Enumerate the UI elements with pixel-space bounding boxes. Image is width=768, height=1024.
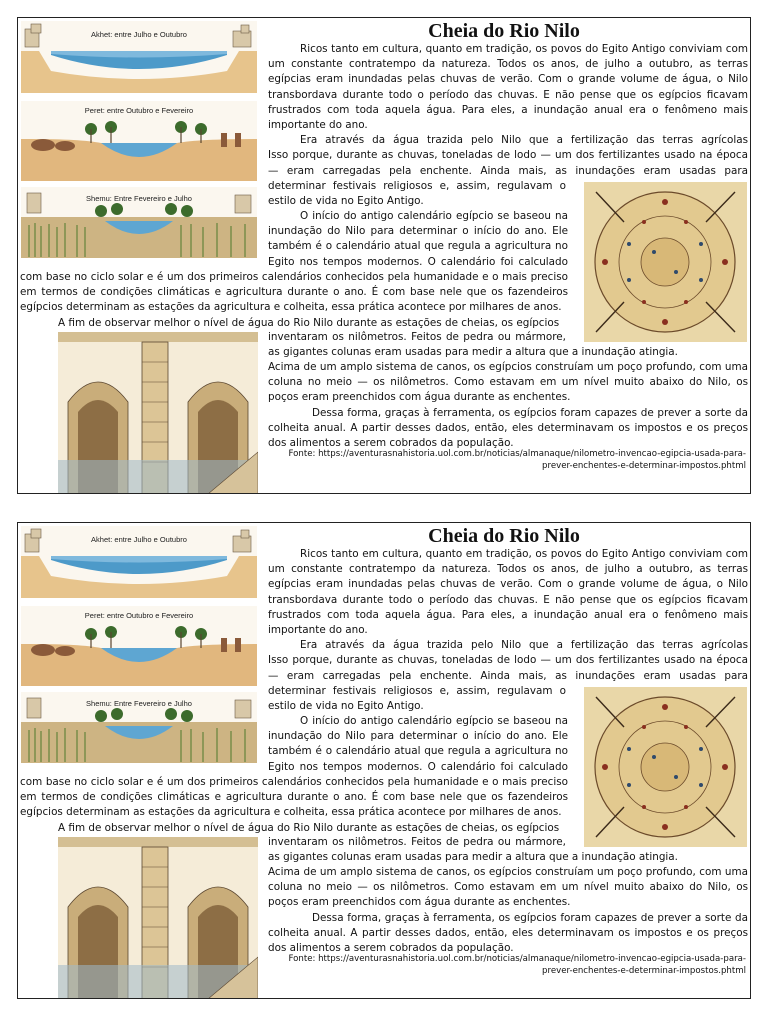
season-label-shemu: Shemu: Entre Fevereiro e Julho (86, 194, 192, 203)
text-line: com base no ciclo solar e é um dos primeiros calendários conhecidos pela humanidade e o mais preciso (20, 776, 568, 788)
text-line: Egito nos tempos modernos. O calendário foi calculado (268, 255, 568, 268)
paragraph-calendar-cont (20, 775, 568, 836)
text-line: Ricos tanto em cultura, quanto em tradição, os povos do Egito Antigo conviviam com (300, 548, 748, 560)
text-line: Dessa forma, graças à ferramenta, os egípcios foram capazes de prever a sorte da (312, 406, 748, 419)
text-line: inventaram os nilômetros. Feitos de pedra ou mármore, (268, 836, 566, 848)
nilometer-illustration (58, 332, 258, 494)
text-line: A fim de observar melhor o nível de água do Rio Nilo durante as estações de cheias, os egípcios (58, 316, 560, 329)
text-line: Dessa forma, graças à ferramenta, os egípcios foram capazes de prever a sorte da (312, 911, 748, 924)
source-line[interactable]: prever-enchentes-e-determinar-impostos.phtml (542, 461, 746, 471)
season-label-peret: Peret: entre Outubro e Fevereiro (84, 106, 194, 115)
text-line: Era através da água trazida pelo Nilo que a fertilização das terras agrícolas (300, 134, 748, 147)
article-title: Cheia do Rio Nilo (428, 525, 580, 547)
text-line: O início do antigo calendário egípcio se baseou na (300, 715, 568, 727)
text-line: Acima de um amplo sistema de canos, os egípcios construíam um poço profundo, com uma (268, 866, 748, 878)
text-line: egípcias eram inundadas pelas chuvas de verão. Com o grande volume de água, o Nilo (268, 73, 748, 86)
text-line: determinar festivais religiosos e, assim, regulavam o (268, 684, 566, 697)
text-line: coluna no meio — os nilômetros. Como estavam em um nível muito abaixo do Nilo, os (268, 881, 748, 894)
text-line: frustrados com toda aquela água. Para eles, a inundação anual era o fenômeno mais (268, 608, 748, 621)
text-line: Ricos tanto em cultura, quanto em tradição, os povos do Egito Antigo conviviam com (300, 43, 748, 55)
source-citation (266, 953, 746, 977)
text-line: determinar festivais religiosos e, assim, regulavam o (268, 179, 566, 192)
text-line: Isso porque, durante as chuvas, toneladas de lodo — um dos fertilizantes usado na época (268, 149, 748, 162)
text-line: importante do ano. (268, 623, 368, 636)
text-line: egípcios determinam as estações da agricultura e colheita, essa prática acontece por milhares de anos. (20, 806, 562, 819)
text-line: coluna no meio — os nilômetros. Como estavam em um nível muito abaixo do Nilo, os (268, 376, 748, 389)
text-line: inundação do Nilo para determinar o início do ano. Ele (268, 730, 568, 743)
text-line: estilo de vida no Egito Antigo. (268, 194, 424, 207)
text-line: colheita anual. A partir desses dados, então, eles determinavam os impostos e os preços (268, 926, 748, 939)
text-line: dos alimentos a serem cobrados da população. (268, 436, 514, 449)
egyptian-calendar-image (584, 182, 747, 342)
nilometer-illustration (58, 837, 258, 999)
source-line[interactable]: Fonte: https://aventurasnahistoria.uol.com.br/noticias/almanaque/nilometro-invencao-egipcia-usada-para- (288, 954, 746, 964)
egyptian-calendar-image (584, 687, 747, 847)
text-line: em termos de condições climáticas e agricultura durante o ano. É com base nele que os fazendeiros (20, 286, 568, 299)
paragraph-calendar (268, 209, 568, 270)
paragraph-calendar-cont (20, 270, 568, 331)
text-line: — eram carregadas pela enchente. Ainda mais, as inundações eram usadas para (268, 669, 748, 682)
seasons-illustration (21, 526, 257, 763)
season-label-peret: Peret: entre Outubro e Fevereiro (84, 611, 194, 620)
article-card-1 (17, 17, 751, 494)
season-label-akhet: Akhet: entre Julho e Outubro (91, 535, 187, 544)
article-title: Cheia do Rio Nilo (428, 20, 580, 42)
text-line: Egito nos tempos modernos. O calendário foi calculado (268, 760, 568, 773)
text-line: transbordava durante todo o período das chuvas. E não pense que os egípcios ficavam (268, 88, 748, 101)
text-line: também é o calendário atual que regula a agricultura no (268, 745, 568, 758)
text-line: egípcios determinam as estações da agricultura e colheita, essa prática acontece por milhares de anos. (20, 301, 562, 314)
paragraph-nilometer (268, 330, 678, 360)
text-line: as gigantes colunas eram usadas para medir a altura que a inundação atingia. (268, 346, 678, 359)
text-line: colheita anual. A partir desses dados, então, eles determinavam os impostos e os preços (268, 421, 748, 434)
text-line: poços eram preenchidos com água durante as enchentes. (268, 896, 571, 909)
seasons-illustration (21, 21, 257, 258)
text-line: também é o calendário atual que regula a agricultura no (268, 240, 568, 253)
source-citation (266, 448, 746, 472)
text-line: A fim de observar melhor o nível de água do Rio Nilo durante as estações de cheias, os egípcios (58, 821, 560, 834)
text-line: dos alimentos a serem cobrados da população. (268, 941, 514, 954)
season-label-akhet: Akhet: entre Julho e Outubro (91, 30, 187, 39)
paragraph-calendar (268, 714, 568, 775)
text-line: transbordava durante todo o período das chuvas. E não pense que os egípcios ficavam (268, 593, 748, 606)
text-line: inundação do Nilo para determinar o início do ano. Ele (268, 225, 568, 238)
text-line: as gigantes colunas eram usadas para medir a altura que a inundação atingia. (268, 851, 678, 864)
text-line: Era através da água trazida pelo Nilo que a fertilização das terras agrícolas (300, 639, 748, 652)
text-line: inventaram os nilômetros. Feitos de pedra ou mármore, (268, 331, 566, 343)
season-label-shemu: Shemu: Entre Fevereiro e Julho (86, 699, 192, 708)
text-line: Acima de um amplo sistema de canos, os egípcios construíam um poço profundo, com uma (268, 361, 748, 373)
article-card-2 (17, 522, 751, 999)
paragraph-wells (268, 865, 748, 956)
text-line: estilo de vida no Egito Antigo. (268, 699, 424, 712)
source-line[interactable]: prever-enchentes-e-determinar-impostos.phtml (542, 966, 746, 976)
text-line: importante do ano. (268, 118, 368, 131)
text-line: um constante contratempo da natureza. Todos os anos, de julho a outubro, as terras (268, 58, 748, 71)
text-line: Isso porque, durante as chuvas, toneladas de lodo — um dos fertilizantes usado na época (268, 654, 748, 667)
text-line: poços eram preenchidos com água durante as enchentes. (268, 391, 571, 404)
paragraph-nilometer (268, 835, 678, 865)
text-line: frustrados com toda aquela água. Para eles, a inundação anual era o fenômeno mais (268, 103, 748, 116)
text-line: um constante contratempo da natureza. Todos os anos, de julho a outubro, as terras (268, 563, 748, 576)
text-line: O início do antigo calendário egípcio se baseou na (300, 210, 568, 222)
text-line: — eram carregadas pela enchente. Ainda mais, as inundações eram usadas para (268, 164, 748, 177)
text-line: com base no ciclo solar e é um dos primeiros calendários conhecidos pela humanidade e o mais preciso (20, 271, 568, 283)
text-line: em termos de condições climáticas e agricultura durante o ano. É com base nele que os fazendeiros (20, 791, 568, 804)
paragraph-wells (268, 360, 748, 451)
text-line: egípcias eram inundadas pelas chuvas de verão. Com o grande volume de água, o Nilo (268, 578, 748, 591)
source-line[interactable]: Fonte: https://aventurasnahistoria.uol.com.br/noticias/almanaque/nilometro-invencao-egipcia-usada-para- (288, 449, 746, 459)
